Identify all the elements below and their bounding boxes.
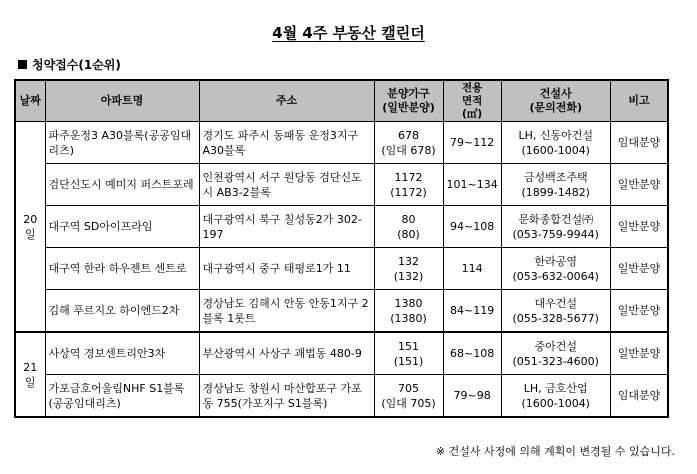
table-header-row bbox=[15, 80, 668, 122]
header-builder: 건설사 (문의전화) bbox=[501, 80, 610, 122]
area: 84~119 bbox=[443, 290, 501, 333]
builder: 중아건설 (051-323-4600) bbox=[501, 332, 610, 375]
area: 114 bbox=[443, 248, 501, 290]
note: 일반분양 bbox=[610, 248, 668, 290]
header-note: 비고 bbox=[610, 80, 668, 122]
footnote: ※ 건설사 사정에 의해 계획이 변경될 수 있습니다. bbox=[435, 445, 675, 458]
units: 151 (151) bbox=[374, 332, 443, 375]
table-row bbox=[15, 164, 668, 206]
apt-name: 사상역 경보센트리안3차 bbox=[45, 332, 199, 375]
section-heading: 청약접수(1순위) bbox=[18, 56, 121, 73]
address: 인천광역시 서구 원당동 검단신도시 AB3-2블록 bbox=[199, 164, 374, 206]
note: 일반분양 bbox=[610, 290, 668, 333]
area: 101~134 bbox=[443, 164, 501, 206]
builder: 문화종합건설㈜ (053-759-9944) bbox=[501, 206, 610, 248]
apt-name: 파주운정3 A30블록(공공임대리츠) bbox=[45, 122, 199, 164]
apt-name: 대구역 한라 하우젠트 센트로 bbox=[45, 248, 199, 290]
address: 경상남도 김해시 안동 안동1지구 2블록 1롯트 bbox=[199, 290, 374, 333]
header-units: 분양가구 (일반분양) bbox=[374, 80, 443, 122]
builder: 한라공영 (053-632-0064) bbox=[501, 248, 610, 290]
note: 일반분양 bbox=[610, 332, 668, 375]
area: 79~98 bbox=[443, 375, 501, 418]
header-apt: 아파트명 bbox=[45, 80, 199, 122]
header-area: 전용 면적 (㎡) bbox=[443, 80, 501, 122]
calendar-table bbox=[14, 79, 669, 418]
header-date: 날짜 bbox=[15, 80, 45, 122]
builder: LH, 금호산업 (1600-1004) bbox=[501, 375, 610, 418]
apt-name: 검단신도시 예미지 퍼스트포레 bbox=[45, 164, 199, 206]
table-row bbox=[15, 375, 668, 418]
header-addr: 주소 bbox=[199, 80, 374, 122]
square-bullet-icon bbox=[18, 60, 27, 69]
units: 678 (임대 678) bbox=[374, 122, 443, 164]
units: 1172 (1172) bbox=[374, 164, 443, 206]
units: 80 (80) bbox=[374, 206, 443, 248]
builder: LH, 신동아건설 (1600-1004) bbox=[501, 122, 610, 164]
table-row bbox=[15, 122, 668, 164]
address: 대구광역시 중구 태평로1가 11 bbox=[199, 248, 374, 290]
date-cell: 20일 bbox=[15, 122, 45, 333]
note: 일반분양 bbox=[610, 206, 668, 248]
units: 1380 (1380) bbox=[374, 290, 443, 333]
note: 임대분양 bbox=[610, 375, 668, 418]
units: 705 (임대 705) bbox=[374, 375, 443, 418]
area: 79~112 bbox=[443, 122, 501, 164]
note: 임대분양 bbox=[610, 122, 668, 164]
area: 94~108 bbox=[443, 206, 501, 248]
apt-name: 대구역 SD아이프라임 bbox=[45, 206, 199, 248]
area: 68~108 bbox=[443, 332, 501, 375]
builder: 금성백조주택 (1899-1482) bbox=[501, 164, 610, 206]
address: 부산광역시 사상구 괘법동 480-9 bbox=[199, 332, 374, 375]
table-row bbox=[15, 248, 668, 290]
address: 경기도 파주시 동패동 운정3지구 A30블록 bbox=[199, 122, 374, 164]
units: 132 (132) bbox=[374, 248, 443, 290]
date-cell: 21일 bbox=[15, 332, 45, 417]
table-row bbox=[15, 332, 668, 375]
page-title: 4월 4주 부동산 캘린더 bbox=[272, 24, 425, 42]
apt-name: 가포금호어울림NHF S1블록(공공임대리츠) bbox=[45, 375, 199, 418]
apt-name: 김해 푸르지오 하이엔드2차 bbox=[45, 290, 199, 333]
builder: 대우건설 (055-328-5677) bbox=[501, 290, 610, 333]
address: 경상남도 창원시 마산합포구 가포동 755(가포지구 S1블록) bbox=[199, 375, 374, 418]
table-row bbox=[15, 206, 668, 248]
table-row bbox=[15, 290, 668, 333]
address: 대구광역시 북구 칠성동2가 302-197 bbox=[199, 206, 374, 248]
note: 일반분양 bbox=[610, 164, 668, 206]
